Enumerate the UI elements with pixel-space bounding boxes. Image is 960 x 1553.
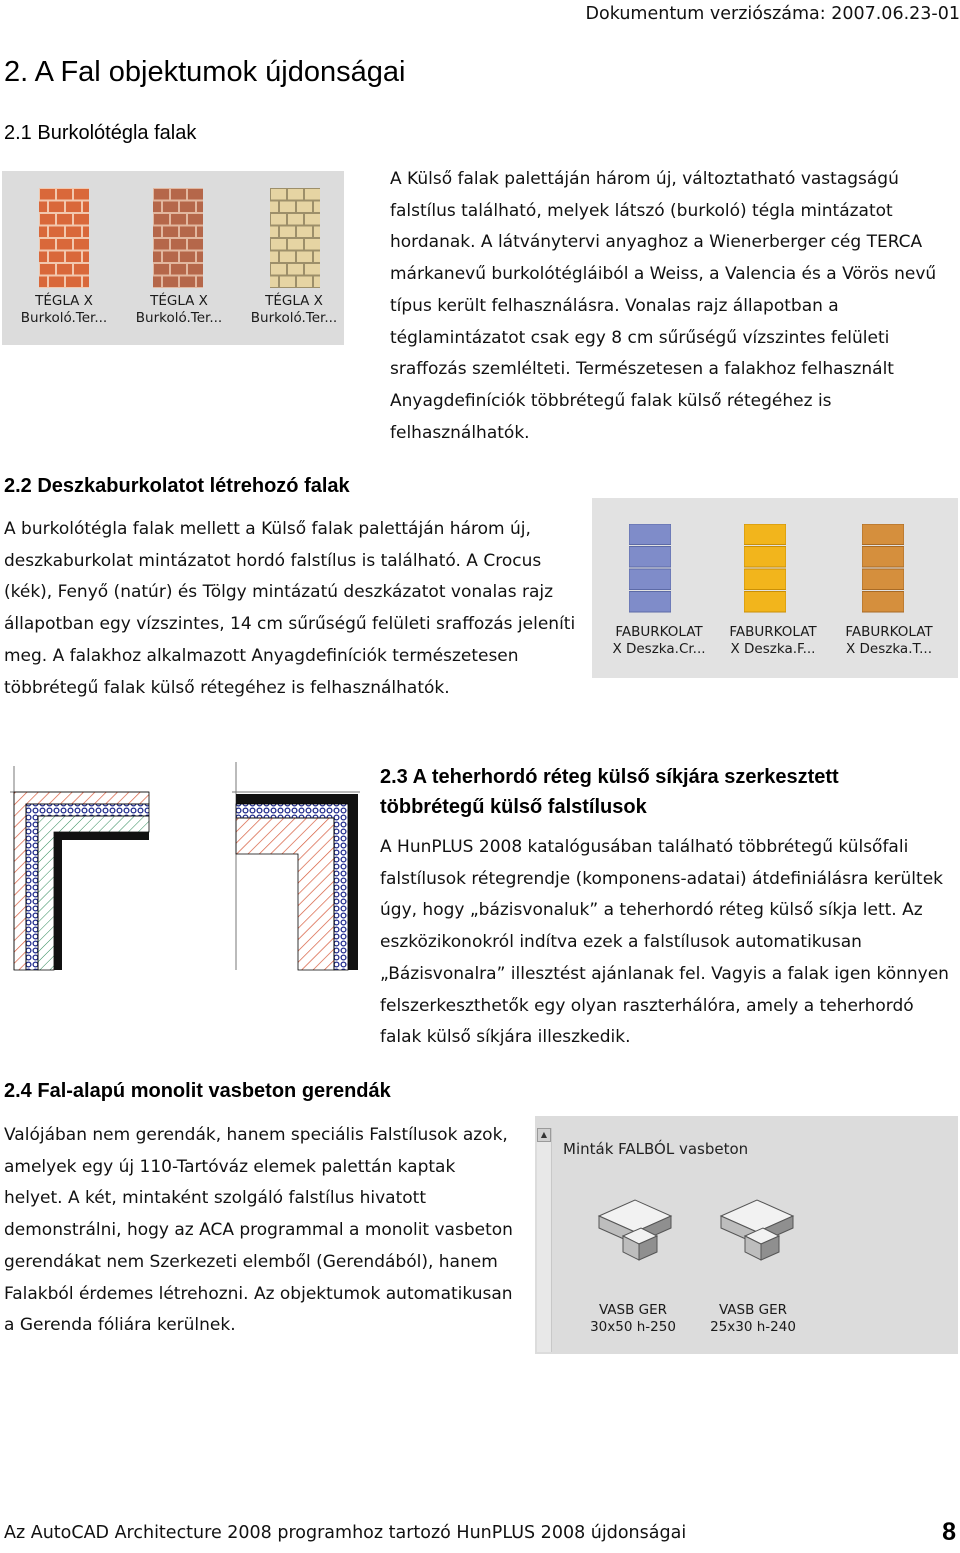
s22-title: 2.2 Deszkaburkolatot létrehozó falak — [4, 475, 350, 497]
beam-icon-1[interactable] — [591, 1194, 679, 1264]
brick-label-3: TÉGLA X Burkoló.Ter... — [250, 293, 338, 326]
scroll-up-icon[interactable]: ▲ — [537, 1128, 551, 1142]
s21-paragraph: A Külső falak palettáján három új, változtatható vastagságú falstílus található, melyek látszó (burkoló) tégla mintázatot hordanak. A látványtervi anyaghoz a Wienerberger cég TERCA márkanevű burkolótégláiból a Weiss, a Valencia és a Vörös nevű típus került felhasználásra. Vonalas rajz állapotban a téglamintázatot csak egy 8 cm sűrűségű vízszintes felületi sraffozás szemlélteti. Természetesen a falakhoz felhasznált Anyagdefiníciók többrétegű falak külső rétegéhez is felhasználhatók. — [390, 169, 937, 443]
brick-label-1: TÉGLA X Burkoló.Ter... — [20, 293, 108, 326]
section-title: 2. A Fal objektumok újdonságai — [4, 56, 406, 88]
board-icon-3[interactable] — [862, 524, 904, 614]
palette-title: Minták FALBÓL vasbeton — [563, 1140, 749, 1158]
brick-label-2: TÉGLA X Burkoló.Ter... — [135, 293, 223, 326]
brick-icon-3[interactable] — [270, 188, 320, 288]
brick-palette — [2, 171, 344, 345]
beam-icon-2[interactable] — [713, 1194, 801, 1264]
palette-scrollbar[interactable] — [537, 1128, 552, 1352]
board-label-3: FABURKOLAT X Deszka.T... — [845, 624, 933, 657]
s24-paragraph: Valójában nem gerendák, hanem speciális Falstílusok azok, amelyek egy új 110-Tartóváz elemek palettán kaptak helyet. A két, mintaként szolgáló falstílus hivatott demonstrálni, hogy az ACA programmal a monolit vasbeton gerendákat nem Szerkezeti elemből (Gerendából), hanem Falakból érdemes létrehozni. Az objektumok automatikusan a Gerenda fóliára kerülnek. — [4, 1125, 513, 1336]
board-palette — [592, 498, 958, 678]
wall-corner-drawing — [4, 758, 360, 1058]
brick-icon-1[interactable] — [39, 188, 89, 288]
beam-palette — [535, 1116, 958, 1354]
s23-paragraph: A HunPLUS 2008 katalógusában található többrétegű külsőfali falstílusok rétegrendje (komponens-adatai) átdefiniálásra kerültek úgy, hogy „bázisvonaluk” a teherhordó réteg külső síkja lett. Az eszközikonokról indítva ezek a falstílusok automatikusan „Bázisvonalra” illesztést ajánlanak fel. Vagyis a falak igen könnyen felszerkeszthetők egy olyan raszterhálóra, amely a teherhordó falak külső síkjára illeszkedik. — [380, 837, 949, 1048]
s24-title: 2.4 Fal-alapú monolit vasbeton gerendák — [4, 1080, 391, 1102]
s22-paragraph: A burkolótégla falak mellett a Külső falak palettáján három új, deszkaburkolat mintázatot hordó falstílus is található. A Crocus (kék), Fenyő (natúr) és Tölgy mintázatú deszkázatot vonalas rajz állapotban egy vízszintes, 14 cm sűrűségű felületi sraffozás jeleníti meg. A falakhoz alkalmazott Anyagdefiníciók természetesen többrétegű falak külső rétegéhez is felhasználhatók. — [4, 519, 576, 698]
corner-left — [10, 766, 149, 970]
s23-title: 2.3 A teherhordó réteg külső síkjára szerkesztett többrétegű külső falstílusok — [380, 766, 839, 818]
s21-title: 2.1 Burkolótégla falak — [4, 122, 197, 144]
board-label-2: FABURKOLAT X Deszka.F... — [729, 624, 817, 657]
board-label-1: FABURKOLAT X Deszka.Cr... — [612, 624, 706, 657]
beam-label-1: VASB GER 30x50 h-250 — [590, 1302, 676, 1335]
corner-right — [232, 762, 360, 970]
board-icon-1[interactable] — [629, 524, 671, 614]
brick-icon-2[interactable] — [153, 188, 203, 288]
footer-text: Az AutoCAD Architecture 2008 programhoz tartozó HunPLUS 2008 újdonságai — [4, 1523, 687, 1543]
page-number: 8 — [942, 1518, 956, 1546]
doc-version: Dokumentum verziószáma: 2007.06.23-01 — [585, 4, 960, 24]
beam-label-2: VASB GER 25x30 h-240 — [710, 1302, 796, 1335]
board-icon-2[interactable] — [744, 524, 786, 614]
